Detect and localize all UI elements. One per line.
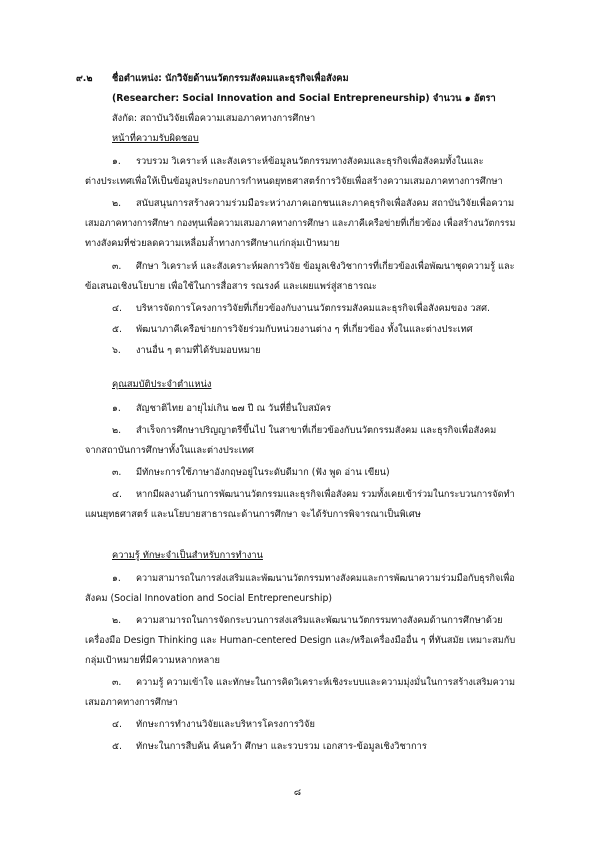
qualification-text: จากสถาบันการศึกษาทั้งในและต่างประเทศ [85, 445, 254, 456]
skill-text: ทักษะการทำงานวิจัยและบริหารโครงการวิจัย [136, 719, 315, 730]
duties-heading: หน้าที่ความรับผิดชอบ [112, 133, 199, 144]
skill-number: ๓. [112, 677, 122, 688]
affiliation: สังกัด: สถาบันวิจัยเพื่อความเสมอภาคทางการศึกษา [112, 113, 316, 124]
duty-text: สนับสนุนการสร้างความร่วมมือระหว่างภาคเอกชนและภาคธุรกิจเพื่อสังคม สถาบันวิจัยเพื่อความ [136, 198, 515, 209]
section-number: ๙.๒ [76, 73, 93, 84]
duty-text: ต่างประเทศเพื่อให้เป็นข้อมูลประกอบการกำหนดยุทธศาสตร์การวิจัยเพื่อสร้างความเสมอภาคทางการศึกษา [85, 176, 503, 187]
page-number: ๘ [293, 787, 302, 798]
skill-text: เครื่องมือ Design Thinking และ Human-centered Design และ/หรือเครื่องมืออื่น ๆ ที่ทันสมัย เหมาะสมกับ [85, 635, 516, 646]
skill-text: ความสามารถในการส่งเสริมและพัฒนานวัตกรรมทางสังคมและการพัฒนาความร่วมมือกับธุรกิจเพื่อ [136, 573, 515, 584]
duty-text: ข้อเสนอเชิงนโยบาย เพื่อใช้ในการสื่อสาร รณรงค์ และเผยแพร่สู่สาธารณะ [85, 281, 377, 292]
duty-text: เสมอภาคทางการศึกษา กองทุนเพื่อความเสมอภาคทางการศึกษา และภาคีเครือข่ายที่เกี่ยวข้อง เพื่อสร้างนวัตกรรม [85, 218, 516, 229]
qualifications-heading: คุณสมบัติประจำตำแหน่ง [112, 379, 212, 390]
qualification-text: สำเร็จการศึกษาปริญญาตรีขึ้นไป ในสาขาที่เกี่ยวข้องกับนวัตกรรมสังคม และธุรกิจเพื่อสังคม [136, 425, 497, 436]
duty-text: งานอื่น ๆ ตามที่ได้รับมอบหมาย [136, 345, 261, 356]
qualification-text: มีทักษะการใช้ภาษาอังกฤษอยู่ในระดับดีมาก (ฟัง พูด อ่าน เขียน) [136, 467, 390, 478]
skill-number: ๑. [112, 573, 121, 584]
skill-text: ทักษะในการสืบค้น ค้นคว้า ศึกษา และรวบรวม เอกสาร-ข้อมูลเชิงวิชาการ [136, 741, 427, 752]
duty-number: ๖. [112, 345, 121, 356]
qualification-text: หากมีผลงานด้านการพัฒนานวัตกรรมและธุรกิจเพื่อสังคม รวมทั้งเคยเข้าร่วมในกระบวนการจัดทำ [136, 489, 515, 500]
duty-text: บริหารจัดการโครงการวิจัยที่เกี่ยวข้องกับงานนวัตกรรมสังคมและธุรกิจเพื่อสังคมของ วสศ. [136, 303, 490, 314]
position-subtitle: (Researcher: Social Innovation and Social Entrepreneurship) จำนวน ๑ อัตรา [112, 93, 496, 104]
skill-number: ๒. [112, 615, 122, 626]
skill-text: ความสามารถในการจัดกระบวนการส่งเสริมและพัฒนานวัตกรรมทางสังคมด้านการศึกษาด้วย [136, 615, 503, 626]
duty-number: ๒. [112, 198, 122, 209]
duty-number: ๑. [112, 156, 121, 167]
duty-text: ทางสังคมที่ช่วยลดความเหลื่อมล้ำทางการศึกษาแก่กลุ่มเป้าหมาย [85, 238, 340, 249]
skill-text: ความรู้ ความเข้าใจ และทักษะในการคิดวิเคราะห์เชิงระบบและความมุ่งมั่นในการสร้างเสริมความ [136, 677, 516, 688]
qualification-number: ๒. [112, 425, 122, 436]
duty-number: ๕. [112, 324, 122, 335]
skill-text: กลุ่มเป้าหมายที่มีความหลากหลาย [85, 655, 220, 666]
qualification-number: ๑. [112, 403, 121, 414]
skills-heading: ความรู้ ทักษะจำเป็นสำหรับการทำงาน [112, 550, 263, 561]
skill-text: เสมอภาคทางการศึกษา [85, 697, 178, 708]
qualification-text: แผนยุทธศาสตร์ และนโยบายสาธารณะด้านการศึกษา จะได้รับการพิจารณาเป็นพิเศษ [85, 509, 421, 520]
qualification-number: ๓. [112, 467, 122, 478]
duty-text: รวบรวม วิเคราะห์ และสังเคราะห์ข้อมูลนวัตกรรมทางสังคมและธุรกิจเพื่อสังคมทั้งในและ [136, 156, 484, 167]
duty-text: พัฒนาภาคีเครือข่ายการวิจัยร่วมกับหน่วยงานต่าง ๆ ที่เกี่ยวข้อง ทั้งในและต่างประเทศ [136, 324, 473, 335]
skill-number: ๕. [112, 741, 122, 752]
duty-number: ๔. [112, 303, 122, 314]
position-title: ชื่อตำแหน่ง: นักวิจัยด้านนวัตกรรมสังคมและธุรกิจเพื่อสังคม [112, 73, 349, 84]
skill-number: ๔. [112, 719, 122, 730]
skill-text: สังคม (Social Innovation and Social Entrepreneurship) [85, 593, 332, 604]
qualification-number: ๔. [112, 489, 122, 500]
duty-number: ๓. [112, 261, 122, 272]
qualification-text: สัญชาติไทย อายุไม่เกิน ๒๗ ปี ณ วันที่ยื่นใบสมัคร [136, 403, 332, 414]
duty-text: ศึกษา วิเคราะห์ และสังเคราะห์ผลการวิจัย ข้อมูลเชิงวิชาการที่เกี่ยวข้องเพื่อพัฒนาชุดความรู้ และ [136, 261, 515, 272]
